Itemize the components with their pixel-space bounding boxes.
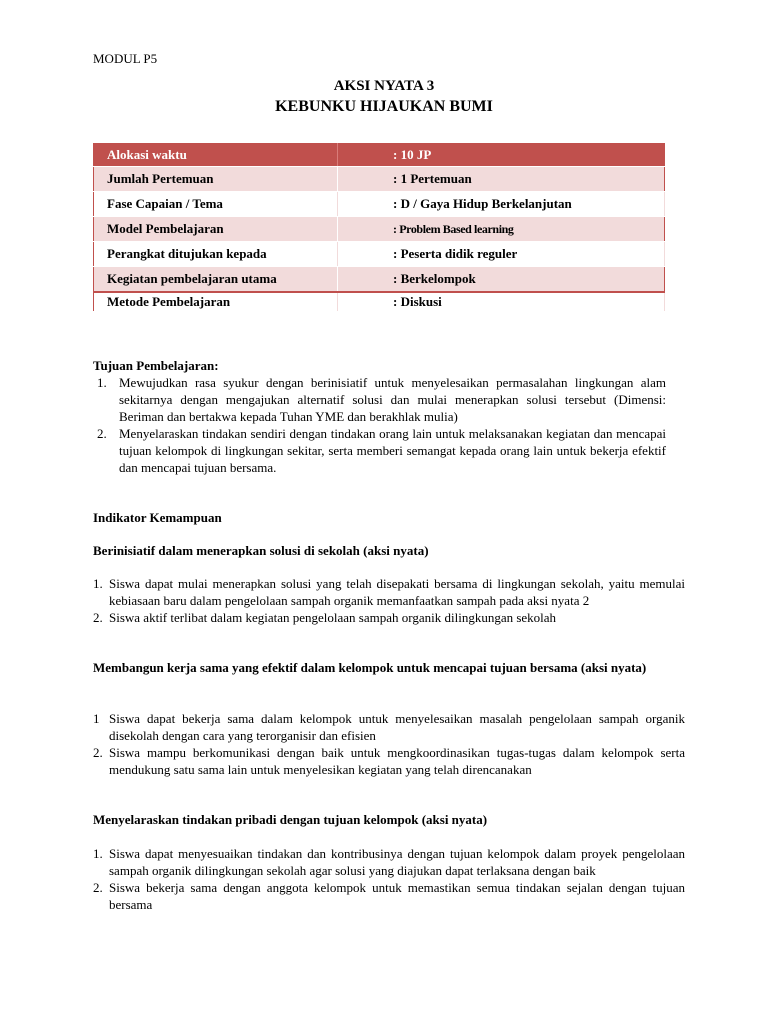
table-row	[94, 217, 665, 242]
list-item	[93, 710, 685, 744]
table-row	[94, 144, 665, 167]
info-table	[93, 143, 665, 312]
group-list	[93, 710, 685, 778]
group-heading: Menyelaraskan tindakan pribadi dengan tujuan kelompok (aksi nyata)	[93, 812, 488, 827]
list-item	[93, 744, 685, 778]
list-item	[93, 609, 685, 626]
list-text: Siswa dapat bekerja sama dalam kelompok untuk menyelesaikan masalah pengelolaan sampah organik disekolah dengan cara yang terorganisir dan efisien	[109, 711, 685, 743]
document-title: AKSI NYATA 3	[333, 78, 435, 94]
list-number: 2.	[93, 880, 103, 895]
list-item	[93, 879, 685, 913]
list-item	[97, 425, 666, 476]
page-header: MODUL P5	[93, 51, 158, 66]
list-item	[93, 575, 685, 609]
list-item	[97, 374, 666, 425]
table-label: Alokasi waktu	[94, 144, 338, 167]
list-text: Siswa dapat menyesuaikan tindakan dan kontribusinya dengan tujuan kelompok dalam proyek pengelolaan sampah organik dilingkungan sekolah agar solusi yang diajukan dapat terlaksana dengan baik	[109, 846, 685, 878]
indikator-heading: Indikator Kemampuan	[93, 510, 222, 525]
table-value: : Problem Based learning	[338, 217, 665, 242]
table-value: : Peserta didik reguler	[338, 242, 665, 267]
list-number: 1.	[93, 576, 103, 591]
group-heading: Membangun kerja sama yang efektif dalam kelompok untuk mencapai tujuan bersama (aksi nyata)	[93, 660, 647, 675]
list-item	[93, 845, 685, 879]
list-number: 1.	[93, 846, 103, 861]
table-row	[94, 267, 665, 293]
list-number: 1.	[97, 375, 107, 390]
group-heading: Berinisiatif dalam menerapkan solusi di sekolah (aksi nyata)	[93, 543, 429, 558]
table-value: : Berkelompok	[338, 267, 665, 293]
table-label: Perangkat ditujukan kepada	[94, 242, 338, 267]
list-number: 1	[93, 711, 100, 726]
list-text: Siswa mampu berkomunikasi dengan baik untuk mengkoordinasikan tugas-tugas dalam kelompok serta mendukung satu sama lain untuk menyelesikan kegiatan yang telah direncanakan	[109, 745, 685, 777]
list-text: Siswa aktif terlibat dalam kegiatan pengelolaan sampah organik dilingkungan sekolah	[109, 610, 557, 625]
table-value: : D / Gaya Hidup Berkelanjutan	[338, 192, 665, 217]
group-list	[93, 845, 685, 913]
list-number: 2.	[97, 426, 107, 441]
table-label: Model Pembelajaran	[94, 217, 338, 242]
table-label: Fase Capaian / Tema	[94, 192, 338, 217]
list-number: 2.	[93, 610, 103, 625]
table-row	[94, 167, 665, 192]
tujuan-list	[97, 374, 666, 476]
table-row	[94, 192, 665, 217]
list-text: Siswa dapat mulai menerapkan solusi yang telah disepakati bersama di lingkungan sekolah, yaitu memulai kebiasaan baru dalam pengelolaan sampah organik memanfaatkan sampah pada aksi nyata 2	[109, 576, 685, 608]
tujuan-heading: Tujuan Pembelajaran:	[93, 358, 219, 373]
list-text: Mewujudkan rasa syukur dengan berinisiatif untuk menyelesaikan permasalahan lingkungan alam sekitarnya dengan mengajukan alternatif solusi dan mulai menerapkan solusi tersebut (Dimensi: Beriman dan bertakwa kepada Tuhan YME dan berakhlak mulia)	[119, 375, 666, 424]
table-value: : 10 JP	[338, 144, 665, 167]
table-value: : 1 Pertemuan	[338, 167, 665, 192]
group-list	[93, 575, 685, 626]
list-text: Menyelaraskan tindakan sendiri dengan tindakan orang lain untuk melaksanakan kegiatan dan mencapai tujuan kelompok di lingkungan sekitar, serta memberi semangat kepada orang lain untuk bekerja efektif dan mencapai tujuan bersama.	[119, 426, 666, 475]
table-label: Metode Pembelajaran	[94, 292, 338, 312]
table-value: : Diskusi	[338, 292, 665, 312]
list-number: 2.	[93, 745, 103, 760]
table-label: Jumlah Pertemuan	[94, 167, 338, 192]
table-row	[94, 242, 665, 267]
table-label: Kegiatan pembelajaran utama	[94, 267, 338, 293]
document-subtitle: KEBUNKU HIJAUKAN BUMI	[275, 98, 493, 115]
table-row	[94, 292, 665, 312]
list-text: Siswa bekerja sama dengan anggota kelompok untuk memastikan semua tindakan sejalan dengan tujuan bersama	[109, 880, 685, 912]
